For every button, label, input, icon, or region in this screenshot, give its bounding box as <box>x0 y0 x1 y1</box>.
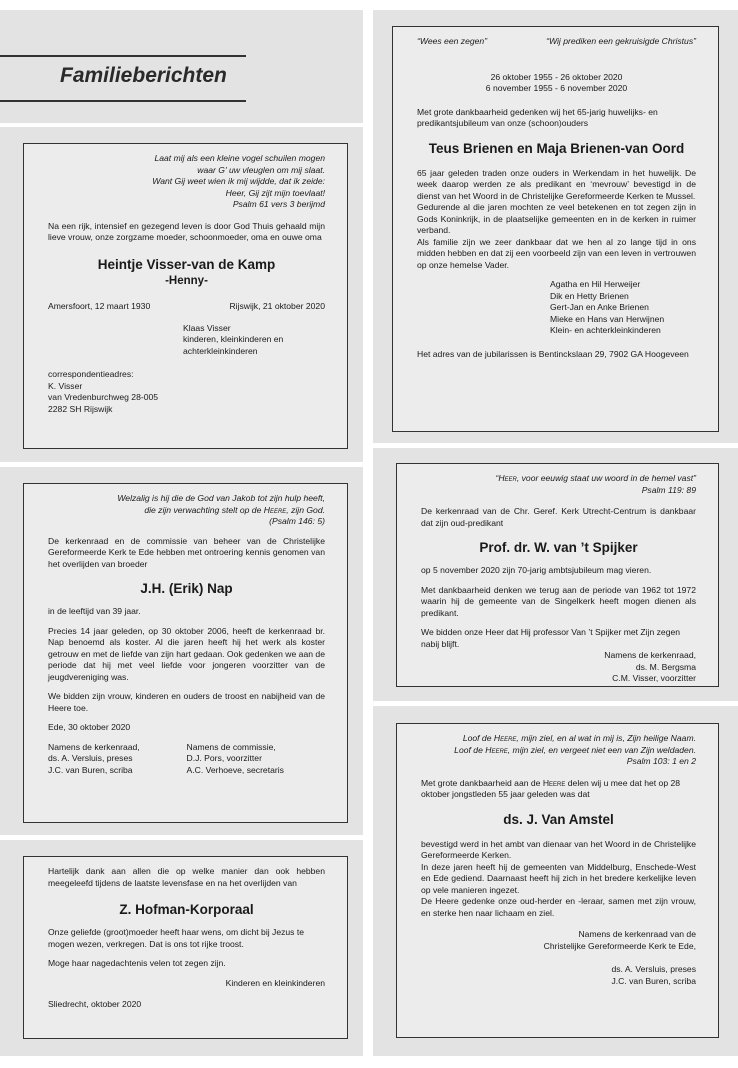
signature-line: Christelijke Gereformeerde Kerk te Ede, <box>543 940 696 951</box>
signature-line: ds. A. Versluis, preses <box>611 964 696 975</box>
body-text: Onze geliefde (groot)moeder heeft haar wens, om dicht bij Jezus te mogen wezen, verkregen. Dat is ons tot rijke troost. <box>48 927 305 949</box>
verse-text: Loof de <box>462 733 494 743</box>
verse-text: “ <box>495 473 499 483</box>
verse-line: Welzalig is hij die de God van Jakob tot zijn hulp heeft, <box>117 493 325 503</box>
family-line: Gert-Jan en Anke Brienen <box>550 302 649 313</box>
verse-text: Loof de <box>454 744 486 755</box>
verse <box>48 153 325 211</box>
body-text: De Heere gedenke onze oud-herder en -leraar, samen met zijn vrouw, en sterke hen naar lichaam en ziel. <box>421 896 696 918</box>
verse <box>421 473 696 496</box>
intro-text: Met grote dankbaarheid gedenken wij het 65-jarig huwelijks- en predikantsjubileum van onze (schoon)ouders <box>417 106 658 129</box>
family-line: Mieke en Hans van Herwijnen <box>550 313 665 324</box>
date-range: 26 oktober 1955 - 26 oktober 2020 <box>490 71 623 82</box>
verse-line <box>421 745 696 757</box>
title-rule-bottom <box>0 100 246 102</box>
date-range: 6 november 1955 - 6 november 2020 <box>485 83 628 94</box>
verse-reference: Psalm 61 vers 3 berijmd <box>232 199 325 210</box>
date-place: Sliedrecht, oktober 2020 <box>48 999 142 1010</box>
signature-right <box>187 742 326 777</box>
verse-line <box>421 733 696 745</box>
verse <box>421 733 696 768</box>
signatures <box>48 742 325 777</box>
honoree-name: Prof. dr. W. van ’t Spijker <box>479 540 638 556</box>
body-text: Gedurende al die jaren mochten ze veel betekenen en tot zegen zijn in Gods Koninkrijk, in de plaatselijke gemeenten en in de kerken in ruimer verband. <box>417 202 696 236</box>
deceased-name: Z. Hofman-Korporaal <box>119 902 254 918</box>
family-signature <box>417 279 696 337</box>
verse-line: waar G' uw vleuglen om mij slaat. <box>197 164 325 175</box>
quote-right: “Wij prediken een gekruisigde Christus” <box>546 36 696 46</box>
signature-line: A.C. Verhoeve, secretaris <box>186 764 284 775</box>
deceased-name: Heintje Visser-van de Kamp <box>97 256 276 272</box>
age-text: in de leeftijd van 39 jaar. <box>48 606 141 617</box>
signature-church <box>421 929 696 952</box>
deceased-name: J.H. (Erik) Nap <box>140 581 233 597</box>
verse-text: , zijn God. <box>286 504 325 515</box>
death-date: Rijswijk, 21 oktober 2020 <box>229 301 325 312</box>
verse-line: Laat mij als een kleine vogel schuilen mogen <box>154 153 325 163</box>
family-line: Klein- en achterkleinkinderen <box>550 325 661 336</box>
signature-line: J.C. van Buren, scriba <box>48 764 133 775</box>
nickname: -Henny- <box>165 274 208 287</box>
address-line: K. Visser <box>48 380 83 391</box>
intro-smallcaps: Heere <box>542 777 566 788</box>
quote-left: “Wees een zegen” <box>417 36 488 46</box>
address-text: Het adres van de jubilarissen is Bentinckslaan 29, 7902 GA Hoogeveen <box>417 348 689 359</box>
body-text: Met dankbaarheid denken we terug aan de periode van 1962 tot 1972 waarin hij de gemeente van de Singelkerk heeft mogen dienen als predikant. <box>421 584 696 618</box>
address-line: 2282 SH Rijswijk <box>48 403 113 414</box>
body-text: 65 jaar geleden traden onze ouders in Werkendam in het huwelijk. De week daarop werden ze als predikant en ‘mevrouw’ bevestigd in de dienst van het Woord in de Christelijke Gereformeerde Kerken te Mussel. <box>417 167 696 201</box>
verse-smallcaps: Heere <box>263 504 287 515</box>
notice-spijker <box>396 463 719 687</box>
page-title: Familieberichten <box>60 64 227 87</box>
quotes <box>417 36 696 48</box>
title-rule-top <box>0 55 246 57</box>
verse-line <box>48 505 325 517</box>
wish-text: Moge haar nagedachtenis velen tot zegen zijn. <box>48 958 226 969</box>
intro-text: De kerkenraad en de commissie van beheer van de Christelijke Gereformeerde Kerk te Ede hebben met ontroering kennis genomen van het overlijden van broeder <box>48 535 325 569</box>
verse-text: , voor eeuwig staat uw woord in de hemel vast” <box>516 473 696 483</box>
jubilee-text: op 5 november 2020 zijn 70-jarig ambtsjubileum mag vieren. <box>421 565 652 576</box>
notice-brienen <box>392 26 719 432</box>
body-text: bevestigd werd in het ambt van dienaar van het Woord in de Christelijke Gereformeerde Kerken. <box>421 838 696 861</box>
intro-part: Met grote dankbaarheid aan de <box>421 777 543 788</box>
signature-line: Namens de kerkenraad, <box>604 650 696 661</box>
signature-line: ds. A. Versluis, preses <box>48 753 133 764</box>
birth-date: Amersfoort, 12 maart 1930 <box>48 301 151 312</box>
verse-smallcaps: Heere <box>493 733 517 743</box>
life-dates <box>48 301 325 313</box>
verse-smallcaps: Heer <box>498 473 517 483</box>
intro-text: Na een rijk, intensief en gezegend leven is door God Thuis gehaald mijn lieve vrouw, onze zorgzame moeder, schoonmoeder, oma en ouwe oma <box>48 220 325 243</box>
notice-hofman <box>23 856 348 1039</box>
notice-nap <box>23 483 348 823</box>
verse-text: die zijn verwachting stelt op de <box>144 504 264 515</box>
intro-text <box>421 778 696 801</box>
verse-reference: (Psalm 146: 5) <box>269 516 325 527</box>
signature-line: C.M. Visser, voorzitter <box>612 673 696 684</box>
family-line: Klaas Visser <box>183 322 231 333</box>
verse-line: Want Gij weet wien ik mij wijdde, dat ik zeide: <box>152 176 325 187</box>
family-line: Dik en Hetty Brienen <box>550 290 629 301</box>
verse-text: , mijn ziel, en al wat in mij is, Zijn heilige Naam. <box>516 733 696 743</box>
family-line: achterkleinkinderen <box>183 345 258 356</box>
signature-line: ds. M. Bergsma <box>635 661 696 672</box>
verse-line <box>421 473 696 485</box>
notice-visser <box>23 143 348 449</box>
signature-line: J.C. van Buren, scriba <box>611 975 696 986</box>
verse <box>48 493 325 528</box>
family-line: kinderen, kleinkinderen en <box>183 334 284 345</box>
date-place: Ede, 30 oktober 2020 <box>48 722 131 733</box>
body-text: Als familie zijn we zeer dankbaar dat we hen al zo lange tijd in ons midden hebben en dat zij een voorbeeld zijn van een leven in vertrouwen op onze hemelse Vader. <box>417 236 696 270</box>
notice-amstel <box>396 723 719 1038</box>
family-signature <box>48 323 325 358</box>
verse-reference: Psalm 103: 1 en 2 <box>626 756 696 767</box>
signature: Kinderen en kleinkinderen <box>225 977 325 988</box>
address-line: correspondentieadres: <box>48 369 134 380</box>
body-text: In deze jaren heeft hij de gemeenten van Middelburg, Enschede-West en Ede gediend. Daarnaast heeft hij zich in het bredere kerkelijke leven op vele manieren ingezet. <box>421 861 696 895</box>
body-text: Precies 14 jaar geleden, op 30 oktober 2006, heeft de kerkenraad br. Nap benoemd als koster. Al die jaren heeft hij het werk als koster getrouw en met de liefde van zijn hart gedaan. Ook gedenken we aan de periode dat hij met veel liefde voor jongeren voorzitter van de jeugdvereniging was. <box>48 625 325 682</box>
signature <box>421 650 696 685</box>
intro-text: De kerkenraad van de Chr. Geref. Kerk Utrecht-Centrum is dankbaar dat zijn oud-predikant <box>421 506 696 528</box>
signature-line: D.J. Pors, voorzitter <box>186 753 262 764</box>
signature-line: Namens de commissie, <box>186 741 276 752</box>
intro-text: Hartelijk dank aan allen die op welke manier dan ook hebben meegeleefd tijdens de laatste levensfase en na het overlijden van <box>48 866 325 888</box>
prayer-text: We bidden onze Heer dat Hij professor Van ’t Spijker met Zijn zegen nabij blijft. <box>421 627 681 649</box>
verse-text: , mijn ziel, en vergeet niet een van Zijn weldaden. <box>507 744 696 755</box>
signature-officers <box>421 964 696 987</box>
honoree-name: ds. J. Van Amstel <box>503 811 614 827</box>
verse-line: Heer, Gij zijt mijn toevlaat! <box>225 187 325 198</box>
address-line: van Vredenburchweg 28-005 <box>48 392 159 403</box>
family-line: Agatha en Hil Herweijer <box>550 279 641 290</box>
verse-reference: Psalm 119: 89 <box>641 484 696 495</box>
signature-line: Namens de kerkenraad van de <box>578 929 696 940</box>
correspondence-address <box>48 369 325 415</box>
intro-part: delen wij u mee dat het op 28 oktober jongstleden 55 jaar geleden was dat <box>421 777 681 800</box>
jubilee-names: Teus Brienen en Maja Brienen-van Oord <box>428 140 685 156</box>
signature-line: Namens de kerkenraad, <box>48 741 140 752</box>
prayer-text: We bidden zijn vrouw, kinderen en ouders de troost en nabijheid van de Heere toe. <box>48 691 325 713</box>
signature-left <box>48 742 187 777</box>
verse-smallcaps: Heere <box>485 744 508 755</box>
